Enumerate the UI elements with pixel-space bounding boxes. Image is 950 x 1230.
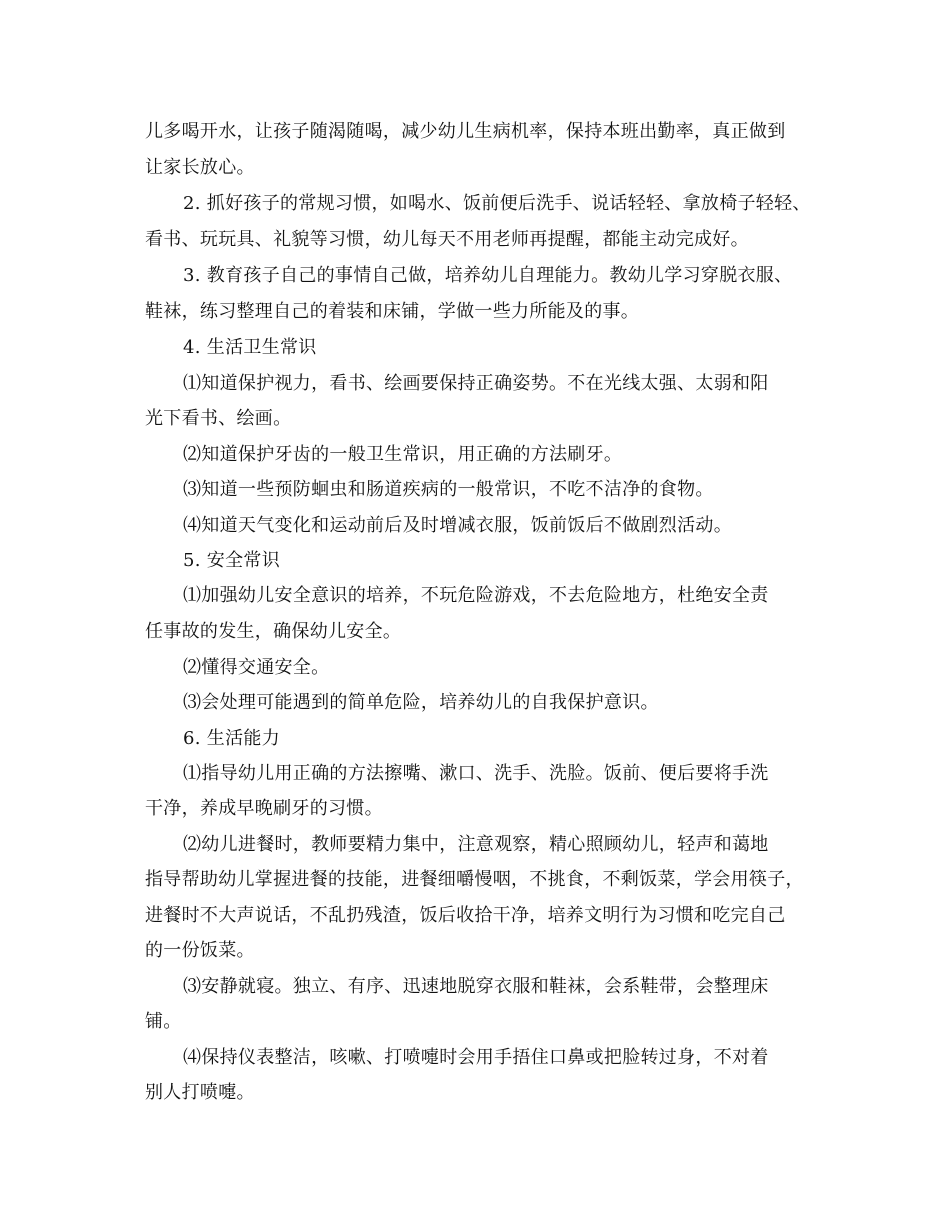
sub-item: ⑴知道保护视力，看书、绘画要保持正确姿势。不在光线太强、太弱和阳 xyxy=(183,373,769,394)
sub-item: ⑶会处理可能遇到的简单危险，培养幼儿的自我保护意识。 xyxy=(183,692,659,713)
sub-item: ⑵懂得交通安全。 xyxy=(183,657,330,678)
text-line: 干净，养成早晚刷牙的习惯。 xyxy=(145,798,383,819)
text-line: 的一份饭菜。 xyxy=(145,940,255,961)
section-heading-safety: 5. 安全常识 xyxy=(183,550,280,571)
text-line: 看书、玩玩具、礼貌等习惯，幼儿每天不用老师再提醒，都能主动完成好。 xyxy=(145,229,749,250)
sub-item: ⑵知道保护牙齿的一般卫生常识，用正确的方法刷牙。 xyxy=(183,444,623,465)
section-heading-hygiene: 4. 生活卫生常识 xyxy=(183,337,317,358)
text-line: 光下看书、绘画。 xyxy=(145,408,292,429)
sub-item: ⑴加强幼儿安全意识的培养，不玩危险游戏，不去危险地方，杜绝安全责 xyxy=(183,585,769,606)
text-line: 铺。 xyxy=(145,1011,182,1032)
list-item-3: 3. 教育孩子自己的事情自己做，培养幼儿自理能力。教幼儿学习穿脱衣服、 xyxy=(183,265,793,286)
text-line: 任事故的发生，确保幼儿安全。 xyxy=(145,621,402,642)
sub-item: ⑴指导幼儿用正确的方法擦嘴、漱口、洗手、洗脸。饭前、便后要将手洗 xyxy=(183,763,769,784)
text-line: 让家长放心。 xyxy=(145,157,255,178)
text-line: 儿多喝开水，让孩子随渴随喝，减少幼儿生病机率，保持本班出勤率，真正做到 xyxy=(145,121,786,142)
text-line: 指导帮助幼儿掌握进餐的技能，进餐细嚼慢咽，不挑食，不剩饭菜，学会用筷子， xyxy=(145,869,804,890)
list-item-2: 2. 抓好孩子的常规习惯，如喝水、饭前便后洗手、说话轻轻、拿放椅子轻轻、 xyxy=(183,193,811,214)
sub-item: ⑶安静就寝。独立、有序、迅速地脱穿衣服和鞋袜，会系鞋带，会整理床 xyxy=(183,976,769,997)
sub-item: ⑷保持仪表整洁，咳嗽、打喷嚏时会用手捂住口鼻或把脸转过身，不对着 xyxy=(183,1047,769,1068)
text-line: 进餐时不大声说话，不乱扔残渣，饭后收拾干净，培养文明行为习惯和吃完自己 xyxy=(145,905,786,926)
sub-item: ⑷知道天气变化和运动前后及时增减衣服，饭前饭后不做剧烈活动。 xyxy=(183,515,732,536)
text-line: 鞋袜，练习整理自己的着装和床铺，学做一些力所能及的事。 xyxy=(145,301,640,322)
sub-item: ⑶知道一些预防蛔虫和肠道疾病的一般常识，不吃不洁净的食物。 xyxy=(183,479,714,500)
section-heading-life-skills: 6. 生活能力 xyxy=(183,728,280,749)
sub-item: ⑵幼儿进餐时，教师要精力集中，注意观察，精心照顾幼儿，轻声和蔼地 xyxy=(183,834,769,855)
text-line: 别人打喷嚏。 xyxy=(145,1082,255,1103)
